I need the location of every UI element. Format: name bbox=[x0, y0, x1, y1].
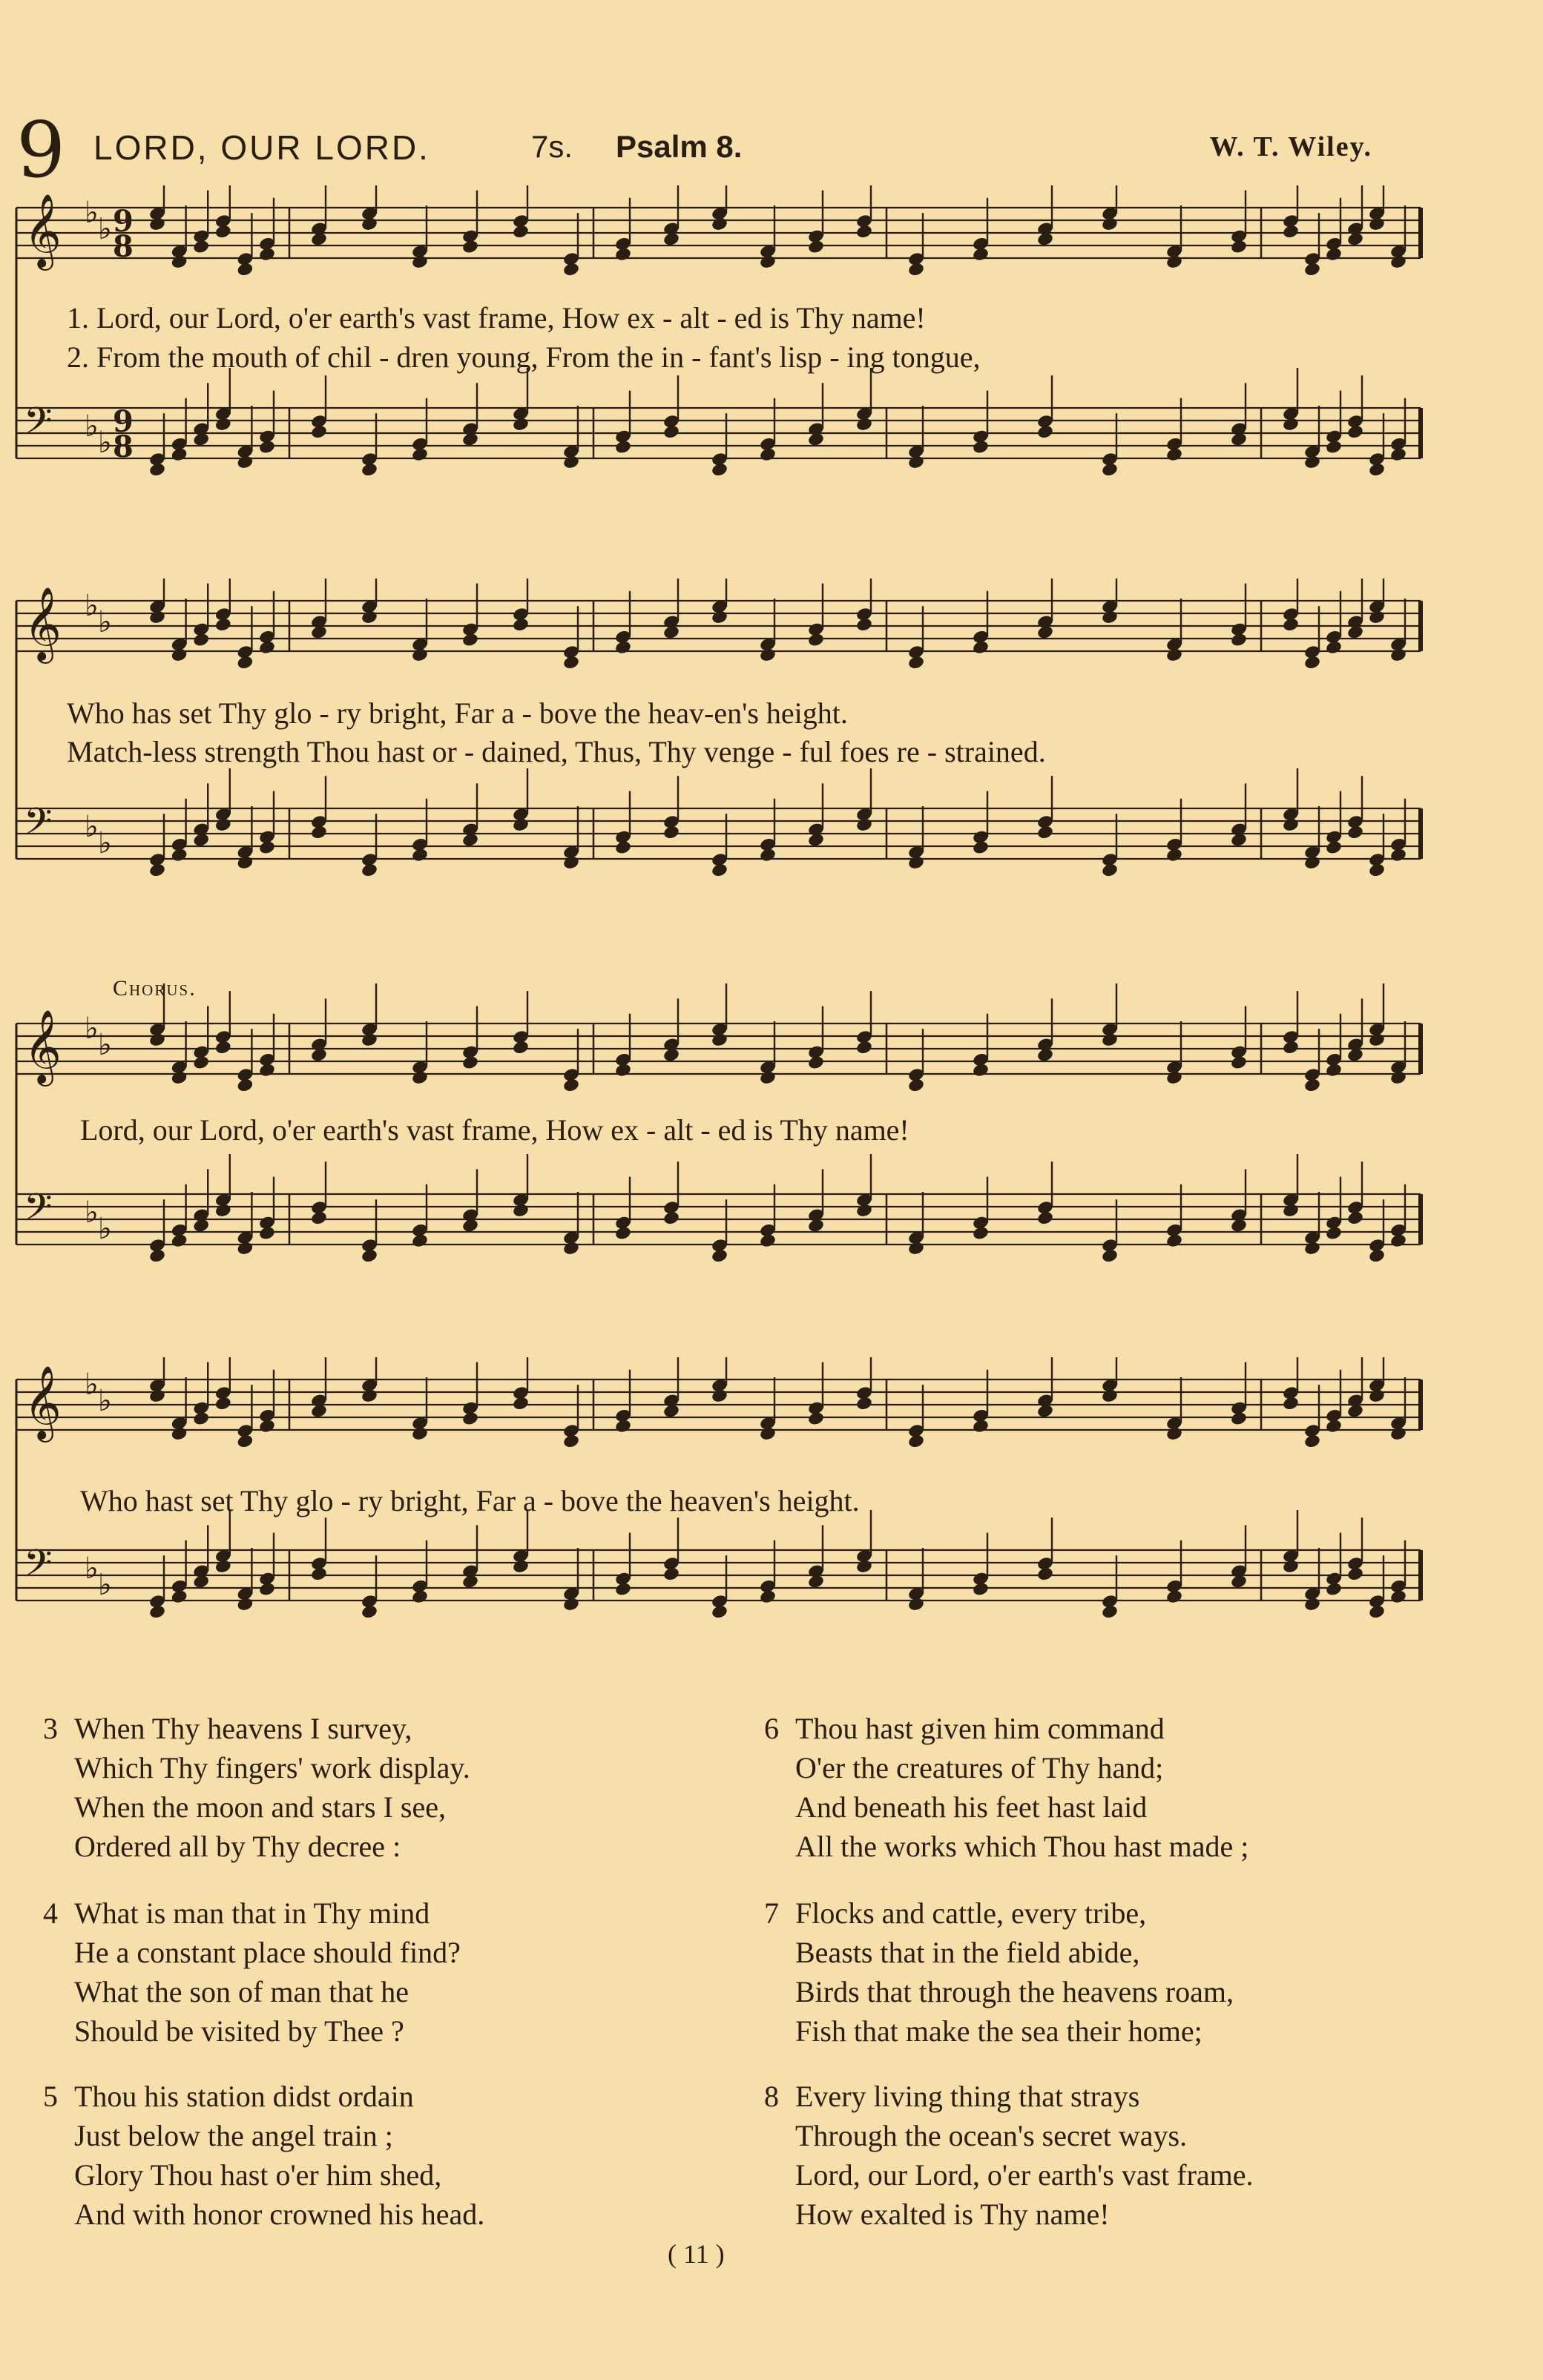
note-head bbox=[907, 1078, 925, 1093]
note-head bbox=[1389, 647, 1407, 663]
note-head bbox=[258, 1581, 276, 1597]
bass-clef-icon: 𝄢 bbox=[24, 1542, 53, 1594]
time-signature-digit: 9 bbox=[113, 204, 134, 239]
note-head bbox=[310, 1566, 328, 1582]
note-head bbox=[1101, 610, 1119, 625]
flat-icon: ♭ bbox=[85, 409, 99, 444]
note-head bbox=[361, 610, 378, 625]
stanza-line: Ordered all by Thy decree : bbox=[74, 1830, 401, 1863]
note-head bbox=[1303, 262, 1321, 277]
note-head bbox=[1389, 1070, 1407, 1086]
note-head bbox=[512, 1203, 530, 1219]
stanza-line: And with honor crowned his head. bbox=[74, 2198, 485, 2231]
time-signature-digit: 8 bbox=[113, 229, 134, 264]
note-head bbox=[1325, 1062, 1343, 1078]
note-head bbox=[614, 1062, 632, 1078]
flat-icon: ♭ bbox=[85, 810, 99, 844]
note-head bbox=[711, 1604, 728, 1620]
note-head bbox=[310, 1210, 328, 1226]
stanza-line: Beasts that in the field abide, bbox=[795, 1936, 1140, 1969]
note-head bbox=[361, 1388, 378, 1404]
note-head bbox=[759, 847, 777, 863]
stanza-line: Glory Thou hast o'er him shed, bbox=[74, 2158, 442, 2192]
note-head bbox=[711, 462, 728, 478]
note-head bbox=[907, 855, 925, 871]
note-head bbox=[711, 610, 728, 625]
note-head bbox=[512, 1040, 530, 1055]
note-head bbox=[1325, 1581, 1343, 1597]
note-head bbox=[1325, 1225, 1343, 1241]
note-head bbox=[1101, 1032, 1119, 1048]
note-head bbox=[258, 439, 276, 455]
note-head bbox=[236, 1434, 254, 1449]
note-head bbox=[361, 217, 378, 232]
note-head bbox=[711, 863, 728, 878]
stanza-line: Thou hast given him command bbox=[795, 1712, 1165, 1745]
note-head bbox=[907, 1241, 925, 1256]
note-head bbox=[361, 1248, 378, 1264]
flat-icon: ♭ bbox=[85, 1368, 99, 1402]
note-head bbox=[614, 1225, 632, 1241]
note-head bbox=[562, 1597, 580, 1612]
note-head bbox=[1346, 1210, 1364, 1226]
note-head bbox=[148, 462, 166, 478]
note-head bbox=[148, 610, 166, 625]
note-head bbox=[1282, 817, 1300, 833]
hymn-number: 9 bbox=[16, 105, 66, 195]
lyric-line: Who hast set Thy glo - ry bright, Far a - bove the heaven's height. bbox=[80, 1484, 860, 1517]
flat-icon: ♭ bbox=[98, 1212, 112, 1246]
flat-icon: ♭ bbox=[98, 1028, 112, 1062]
note-head bbox=[662, 1210, 680, 1226]
note-head bbox=[258, 1225, 276, 1241]
flat-icon: ♭ bbox=[85, 1196, 99, 1230]
note-head bbox=[310, 424, 328, 440]
flat-icon: ♭ bbox=[98, 826, 112, 860]
stanza-line: All the works which Thou hast made ; bbox=[795, 1830, 1249, 1863]
note-head bbox=[907, 1434, 925, 1449]
note-head bbox=[1282, 617, 1300, 633]
note-head bbox=[1303, 1241, 1321, 1256]
note-head bbox=[171, 254, 188, 270]
stanza-number: 7 bbox=[764, 1896, 779, 1930]
note-head bbox=[662, 825, 680, 840]
flat-icon: ♭ bbox=[98, 426, 112, 460]
note-head bbox=[1165, 446, 1183, 462]
stanza-line: How exalted is Thy name! bbox=[795, 2198, 1110, 2231]
note-head bbox=[461, 1055, 479, 1070]
note-head bbox=[1282, 1396, 1300, 1411]
note-head bbox=[512, 817, 530, 833]
note-head bbox=[461, 632, 479, 647]
note-head bbox=[759, 1589, 777, 1604]
psalm-reference: Psalm 8. bbox=[616, 129, 743, 164]
stanza-line: Thou his station didst ordain bbox=[74, 2080, 414, 2113]
note-head bbox=[258, 1418, 276, 1434]
note-head bbox=[1346, 424, 1364, 440]
note-head bbox=[171, 1589, 188, 1604]
note-head bbox=[562, 262, 580, 277]
stanza-5 bbox=[43, 2077, 485, 2234]
stanza-number: 6 bbox=[764, 1712, 779, 1745]
composer-name: W. T. Wiley. bbox=[1209, 131, 1372, 162]
note-head bbox=[1325, 840, 1343, 855]
note-head bbox=[214, 1396, 232, 1411]
note-head bbox=[614, 639, 632, 655]
lyric-line: Who has set Thy glo - ry bright, Far a - bove the heav-en's height. bbox=[67, 696, 848, 730]
note-head bbox=[562, 655, 580, 670]
note-head bbox=[1368, 462, 1386, 478]
note-head bbox=[1303, 1597, 1321, 1612]
stanza-line: Through the ocean's secret ways. bbox=[795, 2119, 1188, 2152]
note-head bbox=[148, 1248, 166, 1264]
stanza-4 bbox=[43, 1893, 461, 2051]
note-head bbox=[1036, 424, 1054, 440]
note-head bbox=[972, 1062, 990, 1078]
note-head bbox=[1165, 1233, 1183, 1248]
note-head bbox=[171, 1233, 188, 1248]
note-head bbox=[214, 417, 232, 432]
lyric-line: Lord, our Lord, o'er earth's vast frame, How ex - alt - ed is Thy name! bbox=[80, 1113, 909, 1147]
note-head bbox=[214, 1559, 232, 1575]
note-head bbox=[148, 1388, 166, 1404]
note-head bbox=[236, 855, 254, 871]
note-head bbox=[1368, 1388, 1386, 1404]
note-head bbox=[1368, 863, 1386, 878]
stanza-line: What is man that in Thy mind bbox=[74, 1896, 430, 1930]
note-head bbox=[171, 647, 188, 663]
note-head bbox=[411, 446, 429, 462]
note-head bbox=[759, 1426, 777, 1442]
note-head bbox=[310, 825, 328, 840]
note-head bbox=[258, 1062, 276, 1078]
note-head bbox=[1165, 1589, 1183, 1604]
note-head bbox=[1101, 462, 1119, 478]
note-head bbox=[562, 1078, 580, 1093]
note-head bbox=[1165, 847, 1183, 863]
note-head bbox=[1325, 246, 1343, 262]
note-head bbox=[662, 424, 680, 440]
flat-icon: ♭ bbox=[85, 196, 99, 230]
treble-clef-icon: 𝄞 bbox=[24, 1365, 62, 1440]
note-head bbox=[662, 1566, 680, 1582]
stanza-line: Just below the angel train ; bbox=[74, 2119, 393, 2152]
note-head bbox=[512, 1396, 530, 1411]
note-head bbox=[807, 239, 825, 254]
note-head bbox=[1346, 825, 1364, 840]
note-head bbox=[1368, 217, 1386, 232]
note-head bbox=[1303, 1434, 1321, 1449]
stanza-line: What the son of man that he bbox=[74, 1975, 409, 2008]
note-head bbox=[411, 647, 429, 663]
stanza-line: Fish that make the sea their home; bbox=[795, 2014, 1203, 2048]
note-head bbox=[361, 1032, 378, 1048]
note-head bbox=[411, 1426, 429, 1442]
note-head bbox=[1303, 655, 1321, 670]
note-head bbox=[1165, 1070, 1183, 1086]
stanza-number: 5 bbox=[43, 2080, 58, 2113]
stanza-number: 8 bbox=[764, 2080, 779, 2113]
note-head bbox=[236, 655, 254, 670]
note-head bbox=[1282, 224, 1300, 240]
note-head bbox=[1101, 1248, 1119, 1264]
note-head bbox=[855, 1396, 873, 1411]
chorus-label: Chorus. bbox=[113, 976, 197, 1001]
music-system-1 bbox=[0, 185, 1543, 512]
note-head bbox=[214, 1203, 232, 1219]
note-head bbox=[148, 863, 166, 878]
hymn-title: LORD, OUR LORD. bbox=[93, 128, 430, 167]
note-head bbox=[236, 262, 254, 277]
note-head bbox=[1036, 825, 1054, 840]
note-head bbox=[1325, 1418, 1343, 1434]
note-head bbox=[1346, 1566, 1364, 1582]
note-head bbox=[972, 1225, 990, 1241]
note-head bbox=[759, 1070, 777, 1086]
note-head bbox=[1368, 1032, 1386, 1048]
note-head bbox=[614, 439, 632, 455]
note-head bbox=[512, 224, 530, 240]
note-head bbox=[258, 840, 276, 855]
stanza-line: And beneath his feet hast laid bbox=[795, 1790, 1148, 1824]
note-head bbox=[411, 1070, 429, 1086]
note-head bbox=[192, 1055, 210, 1070]
flat-icon: ♭ bbox=[98, 212, 112, 246]
note-head bbox=[171, 446, 188, 462]
stanza-line: When the moon and stars I see, bbox=[74, 1790, 446, 1824]
time-signature-digit: 8 bbox=[113, 429, 134, 464]
stanza-number: 4 bbox=[43, 1896, 58, 1930]
stanza-7 bbox=[764, 1893, 1234, 2051]
flat-icon: ♭ bbox=[85, 1552, 99, 1586]
note-head bbox=[192, 632, 210, 647]
note-head bbox=[562, 1434, 580, 1449]
note-head bbox=[148, 217, 166, 232]
note-head bbox=[1036, 1210, 1054, 1226]
note-head bbox=[1230, 1411, 1248, 1426]
note-head bbox=[411, 1589, 429, 1604]
flat-icon: ♭ bbox=[98, 1384, 112, 1418]
note-head bbox=[711, 1388, 728, 1404]
note-head bbox=[759, 446, 777, 462]
stanza-line: Flocks and cattle, every tribe, bbox=[795, 1896, 1147, 1930]
note-head bbox=[972, 439, 990, 455]
lyric-line: 1. Lord, our Lord, o'er earth's vast frame, How ex - alt - ed is Thy name! bbox=[67, 301, 926, 334]
note-head bbox=[711, 1032, 728, 1048]
note-head bbox=[711, 217, 728, 232]
note-head bbox=[411, 847, 429, 863]
stanza-line: Birds that through the heavens roam, bbox=[795, 1975, 1234, 2008]
note-head bbox=[512, 617, 530, 633]
note-head bbox=[1165, 647, 1183, 663]
note-head bbox=[258, 246, 276, 262]
note-head bbox=[1389, 1233, 1407, 1248]
hymn-meter: 7s. bbox=[531, 129, 573, 164]
treble-clef-icon: 𝄞 bbox=[24, 587, 62, 661]
note-head bbox=[214, 224, 232, 240]
note-head bbox=[461, 1411, 479, 1426]
note-head bbox=[192, 239, 210, 254]
note-head bbox=[236, 1597, 254, 1612]
note-head bbox=[1368, 1604, 1386, 1620]
note-head bbox=[1101, 863, 1119, 878]
note-head bbox=[972, 246, 990, 262]
note-head bbox=[1389, 446, 1407, 462]
note-head bbox=[759, 254, 777, 270]
note-head bbox=[972, 639, 990, 655]
stanza-line: He a constant place should find? bbox=[74, 1936, 461, 1969]
music-system-4 bbox=[0, 1357, 1543, 1654]
note-head bbox=[1303, 1078, 1321, 1093]
note-head bbox=[855, 224, 873, 240]
note-head bbox=[1325, 439, 1343, 455]
stanza-line: When Thy heavens I survey, bbox=[74, 1712, 412, 1745]
lyric-line: 2. From the mouth of chil - dren young, From the in - fant's lisp - ing tongue, bbox=[67, 340, 981, 374]
note-head bbox=[972, 1581, 990, 1597]
note-head bbox=[1303, 855, 1321, 871]
note-head bbox=[562, 455, 580, 470]
note-head bbox=[562, 855, 580, 871]
flat-icon: ♭ bbox=[98, 1568, 112, 1602]
page-number: ( 11 ) bbox=[668, 2239, 725, 2269]
bass-clef-icon: 𝄢 bbox=[24, 1186, 53, 1238]
note-head bbox=[614, 246, 632, 262]
note-head bbox=[1368, 1248, 1386, 1264]
note-head bbox=[171, 1070, 188, 1086]
note-head bbox=[1389, 1426, 1407, 1442]
note-head bbox=[614, 1581, 632, 1597]
note-head bbox=[972, 840, 990, 855]
note-head bbox=[1325, 639, 1343, 655]
note-head bbox=[1282, 1040, 1300, 1055]
note-head bbox=[855, 417, 873, 432]
note-head bbox=[236, 455, 254, 470]
note-head bbox=[855, 1559, 873, 1575]
note-head bbox=[1389, 254, 1407, 270]
note-head bbox=[1165, 254, 1183, 270]
note-head bbox=[562, 1241, 580, 1256]
stanza-line: Every living thing that strays bbox=[795, 2080, 1140, 2113]
note-head bbox=[1282, 1559, 1300, 1575]
note-head bbox=[171, 847, 188, 863]
note-head bbox=[411, 254, 429, 270]
note-head bbox=[1303, 455, 1321, 470]
note-head bbox=[855, 817, 873, 833]
note-head bbox=[512, 417, 530, 432]
note-head bbox=[711, 1248, 728, 1264]
note-head bbox=[361, 1604, 378, 1620]
note-head bbox=[907, 1597, 925, 1612]
note-head bbox=[258, 639, 276, 655]
note-head bbox=[1165, 1426, 1183, 1442]
note-head bbox=[171, 1426, 188, 1442]
bass-clef-icon: 𝄢 bbox=[24, 800, 53, 852]
flat-icon: ♭ bbox=[98, 605, 112, 639]
note-head bbox=[1036, 1566, 1054, 1582]
note-head bbox=[907, 455, 925, 470]
stanza-line: Which Thy fingers' work display. bbox=[74, 1751, 470, 1784]
note-head bbox=[1230, 1055, 1248, 1070]
note-head bbox=[1230, 632, 1248, 647]
time-signature-digit: 9 bbox=[113, 404, 134, 439]
note-head bbox=[807, 1055, 825, 1070]
note-head bbox=[361, 863, 378, 878]
note-head bbox=[807, 1411, 825, 1426]
note-head bbox=[512, 1559, 530, 1575]
note-head bbox=[461, 239, 479, 254]
bass-clef-icon: 𝄢 bbox=[24, 400, 53, 452]
stanza-line: Should be visited by Thee ? bbox=[74, 2014, 404, 2048]
note-head bbox=[972, 1418, 990, 1434]
note-head bbox=[214, 1040, 232, 1055]
note-head bbox=[855, 1040, 873, 1055]
note-head bbox=[807, 632, 825, 647]
stanza-line: Lord, our Lord, o'er earth's vast frame. bbox=[795, 2158, 1254, 2192]
note-head bbox=[1230, 239, 1248, 254]
note-head bbox=[411, 1233, 429, 1248]
treble-clef-icon: 𝄞 bbox=[24, 1009, 62, 1084]
note-head bbox=[907, 655, 925, 670]
note-head bbox=[1101, 1604, 1119, 1620]
note-head bbox=[192, 1411, 210, 1426]
note-head bbox=[1282, 417, 1300, 432]
note-head bbox=[614, 1418, 632, 1434]
stanza-6 bbox=[764, 1709, 1249, 1866]
note-head bbox=[148, 1032, 166, 1048]
stanza-line: O'er the creatures of Thy hand; bbox=[795, 1751, 1164, 1784]
stanza-3 bbox=[43, 1709, 470, 1866]
note-head bbox=[236, 1078, 254, 1093]
note-head bbox=[855, 617, 873, 633]
note-head bbox=[214, 817, 232, 833]
note-head bbox=[148, 1604, 166, 1620]
treble-clef-icon: 𝄞 bbox=[24, 194, 62, 268]
stanza-number: 3 bbox=[43, 1712, 58, 1745]
music-system-3 bbox=[0, 972, 1543, 1283]
note-head bbox=[361, 462, 378, 478]
lyric-line: Match-less strength Thou hast or - dained, Thus, Thy venge - ful foes re - strained. bbox=[67, 735, 1046, 768]
note-head bbox=[1282, 1203, 1300, 1219]
note-head bbox=[1101, 1388, 1119, 1404]
note-head bbox=[614, 840, 632, 855]
note-head bbox=[759, 647, 777, 663]
note-head bbox=[214, 617, 232, 633]
music-system-2 bbox=[0, 578, 1543, 905]
note-head bbox=[907, 262, 925, 277]
flat-icon: ♭ bbox=[85, 1012, 99, 1046]
note-head bbox=[855, 1203, 873, 1219]
note-head bbox=[1389, 847, 1407, 863]
note-head bbox=[759, 1233, 777, 1248]
stanza-8 bbox=[764, 2077, 1254, 2234]
flat-icon: ♭ bbox=[85, 589, 99, 623]
note-head bbox=[1101, 217, 1119, 232]
note-head bbox=[1368, 610, 1386, 625]
note-head bbox=[1389, 1589, 1407, 1604]
note-head bbox=[236, 1241, 254, 1256]
